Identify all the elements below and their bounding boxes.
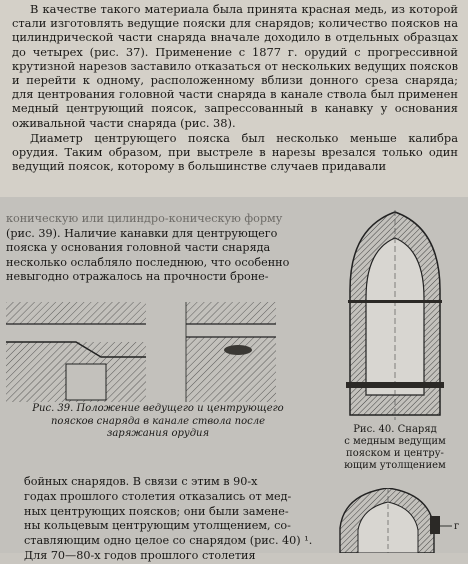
figure-40-caption [324,424,466,472]
figure-41-label: г [454,521,460,532]
figure-39-caption: Рис. 39. Положение ведущего и центрующего поясков снаряда в канале ствола после заряжания орудия [32,403,284,439]
caption-line: пояском и центру- [346,448,444,459]
text-line: бойных снарядов. В связи с этим в 90-х [24,475,258,488]
text-line: ны кольцевым центрующим утолщением, со- [24,519,291,533]
text-line: несколько ослабляло последнюю, что особенно [6,255,290,269]
text-line: ных центрующих поясков; они были замене- [24,504,289,518]
figure-41-drawing [330,488,462,553]
figure-39-drawing [6,302,306,402]
figure-40-drawing [336,210,454,420]
paragraph-1: В качестве такого материала была принята красная медь, из которой стали изготовлять ведущие пояски для снарядов; количество поясков на цилиндрической части снаряда вначале доходило в отдельных образцах до четырех (рис. 37). Применение с 1877 г. орудий с прогрессивной крутизной нарезов заставило отказаться от нескольких ведущих поясков и перейти к одному, расположенному вблизи донного среза снаряда; для центрования головной части снаряда в канале ствола был применен медный центрующий поясок, запрессованный в канавку у основания оживальной части снаряда (рис. 38). [12,2,458,130]
caption-line: с медным ведущим [344,436,446,447]
left-column-text [6,212,320,285]
paragraph-2: Диаметр центрующего пояска был несколько меньше калибра орудия. Таким образом, при выстреле в нарезы врезался только один ведущий поясок, которому в большинстве случаев придавали [12,130,458,174]
text-line: (рис. 39). Наличие канавки для центрующего [6,226,278,240]
caption-line: ющим утолщением [344,460,446,471]
text-line: годах прошлого столетия отказались от мед- [24,489,292,503]
text-line: пояска у основания головной части снаряда [6,241,271,255]
text-line: невыгодно отражалось на прочности броне- [6,270,269,284]
text-line: ставляющим одно целое со снарядом (рис. 40) ¹. [24,534,313,548]
text-line: Для 70—80-х годов прошлого столетия [24,548,256,562]
lower-body-text [8,475,318,564]
caption-line: Рис. 40. Снаряд [353,424,437,435]
text-line: коническую или цилиндро-коническую форму [6,212,283,225]
upper-body-text [12,2,458,173]
